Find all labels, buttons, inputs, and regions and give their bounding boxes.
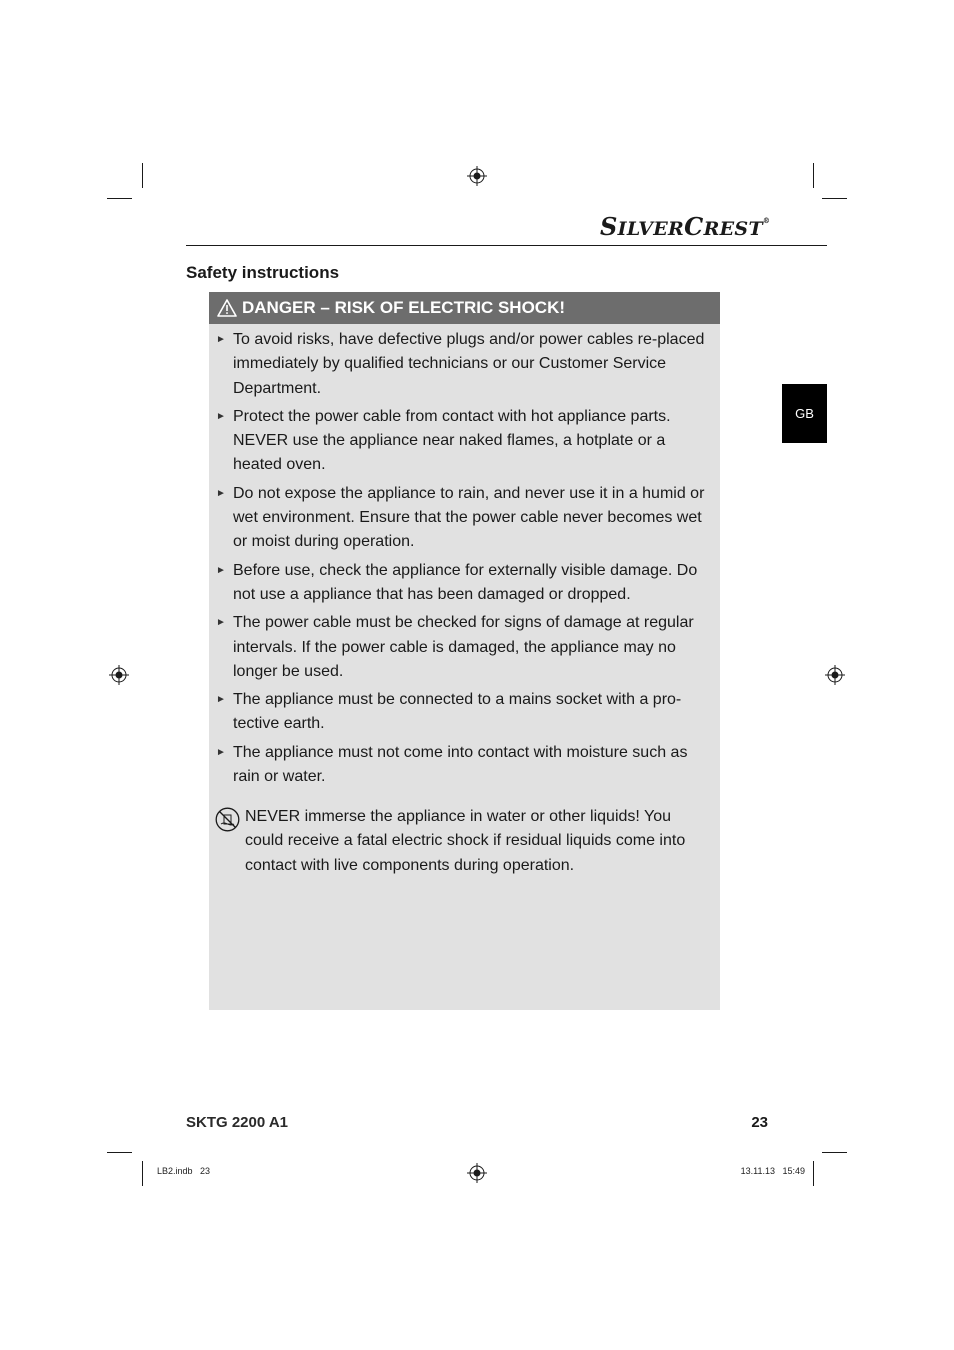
list-item: ► To avoid risks, have defective plugs and/or power cables re-placed immediately by qualified technicians or our Customer Service Department.: [215, 328, 710, 401]
warning-box: [209, 292, 720, 1010]
slug-file: LB2.indb 23: [157, 1166, 211, 1176]
list-item: ► The power cable must be checked for signs of damage at regular intervals. If the power cable is damaged, the appliance may no longer be used.: [215, 611, 710, 684]
page-number: 23: [751, 1114, 768, 1131]
bullet-arrow-icon: ►: [216, 410, 226, 422]
crop-mark: [107, 1152, 132, 1153]
immersion-note: [215, 805, 710, 878]
crop-mark: [822, 1152, 847, 1153]
registration-mark-icon: [109, 665, 129, 685]
registration-mark-icon: [467, 1163, 487, 1183]
bullet-arrow-icon: ►: [216, 746, 226, 758]
bullet-arrow-icon: ►: [216, 617, 226, 629]
bullet-arrow-icon: ►: [216, 564, 226, 576]
warning-heading: DANGER – RISK OF ELECTRIC SHOCK!: [242, 298, 566, 317]
warning-list: [209, 328, 720, 789]
list-item: ► The appliance must not come into contact with moisture such as rain or water.: [215, 741, 710, 790]
model-number: SKTG 2200 A1: [186, 1114, 288, 1131]
registration-mark-icon: [825, 665, 845, 685]
warning-header: [209, 292, 720, 324]
bullet-arrow-icon: ►: [216, 334, 226, 345]
bullet-arrow-icon: ►: [216, 694, 226, 706]
slug-date: 13.11.13 15:49: [740, 1166, 805, 1176]
no-immersion-icon: [215, 807, 240, 832]
crop-mark: [813, 1161, 814, 1186]
crop-mark: [142, 1161, 143, 1186]
warning-triangle-icon: [217, 299, 237, 317]
brand-logo: SILVERCREST®: [600, 212, 771, 241]
crop-mark: [813, 163, 814, 188]
crop-mark: [107, 198, 132, 199]
list-item: ► Protect the power cable from contact with hot appliance parts. NEVER use the appliance near naked flames, a hotplate or a heated oven.: [215, 405, 710, 478]
crop-mark: [822, 198, 847, 199]
crop-mark: [142, 163, 143, 188]
header-rule: [186, 245, 827, 246]
language-tab: GB: [782, 384, 827, 443]
list-item: ► The appliance must be connected to a mains socket with a pro-tective earth.: [215, 688, 710, 737]
list-item: ► Before use, check the appliance for externally visible damage. Do not use a appliance that has been damaged or dropped.: [215, 559, 710, 608]
registration-mark-icon: [467, 166, 487, 186]
list-item: ► Do not expose the appliance to rain, and never use it in a humid or wet environment. Ensure that the power cable never becomes wet or moist during operation.: [215, 482, 710, 555]
bullet-arrow-icon: ►: [216, 487, 226, 499]
note-text: NEVER immerse the appliance in water or other liquids! You could receive a fatal electric shock if residual liquids come into contact with live components during operation.: [245, 808, 686, 874]
section-title: Safety instructions: [186, 263, 340, 282]
